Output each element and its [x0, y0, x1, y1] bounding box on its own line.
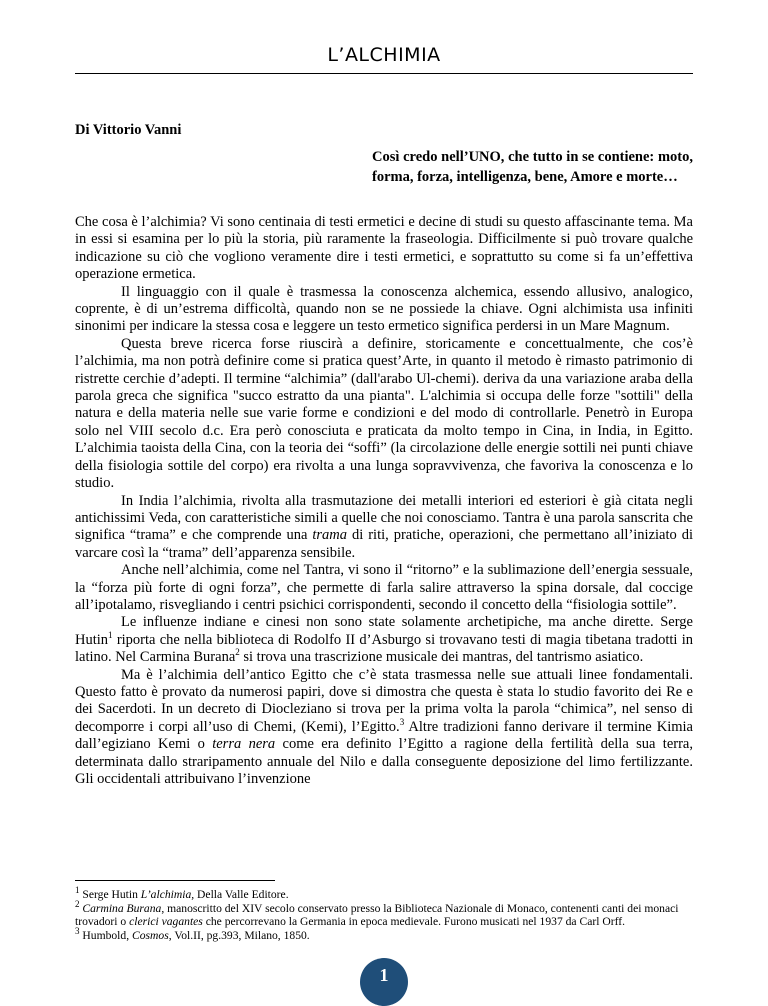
- paragraph-3: Questa breve ricerca forse riuscirà a definire, storicamente e concettualmente, che cos’è l’alchimia, ma non potrà definire come si pratica quest’Arte, in quanto il metodo è rimasto patrimonio di ristrette cerchie d’adepti. Il termine “alchimia” (dall'arabo Ul-chemi). deriva da una variazione araba della parola greca che significa "succo estratto da una pianta". L'alchimia si occupa delle forze "sottili" della natura e della materia nelle sue varie forme e condizioni e del modo di controllarle. Penetrò in Europa solo nel VIII secolo d.c. Era però conosciuta e praticata da molto tempo in Cina, in India, in Egitto. L’alchimia taoista della Cina, con la teoria dei “soffi” (la circolazione delle energie sottili nei punti chiave della fisiologia sottile del corpo) era rivolta a una lunga sopravvivenza, che favoriva la conoscenza e lo studio.: [75, 335, 693, 492]
- author-line: Di Vittorio Vanni: [75, 122, 182, 138]
- footnote-3: $^3$ Humbold, Cosmos, Vol.II, pg.393, Milano, 1850.: [75, 925, 310, 942]
- article-body: [75, 214, 693, 788]
- footnote-ref-2[interactable]: 2: [235, 647, 240, 658]
- page-header-title: L’ALCHIMIA: [327, 44, 441, 66]
- footnotes: [75, 885, 695, 942]
- footnote-2: $^2$ Carmina Burana, manoscritto del XIV secolo conservato presso la Biblioteca Nazionale di Monaco, contenenti canti dei monaci trovadori o clerici vagantes che percorrevano la Germania in epoca medievale. Furono musicati nel 1937 da Carl Orff.: [75, 898, 679, 929]
- paragraph-4: In India l’alchimia, rivolta alla trasmutazione dei metalli interiori ed esteriori è già citata negli antichissimi Veda, con caratteristiche simili a quelle che noi conosciamo. Tantra è una parola sanscrita che significa “trama” e che comprende una trama di riti, pratiche, operazioni, che permettano all’iniziato di varcare così la “trama” dell’apparenza sensibile.: [75, 492, 693, 561]
- page-number-badge: 1: [360, 958, 408, 1006]
- footnote-divider: [75, 880, 275, 881]
- paragraph-1: Che cosa è l’alchimia? Vi sono centinaia di testi ermetici e decine di studi su questo affascinante tema. Ma in essi si esamina per lo più la storia, più raramente la fraseologia. Difficilmente si può trovare qualche indicazione su ciò che vogliono veramente dire i testi ermetici, e soprattutto su come si fa un’effettiva operazione ermetica.: [75, 214, 693, 283]
- italic-term: trama: [312, 527, 348, 544]
- epigraph: Così credo nell’UNO, che tutto in se contiene: moto, forma, forza, intelligenza, bene, Amore e morte…: [372, 149, 693, 185]
- footnote-ref-3[interactable]: 3: [399, 716, 405, 727]
- header-divider: [75, 73, 693, 74]
- italic-term: terra nera: [212, 736, 276, 753]
- footnote-ref-1[interactable]: 1: [108, 629, 113, 640]
- paragraph-2: Il linguaggio con il quale è trasmessa la conoscenza alchemica, essendo allusivo, analogico, coprente, è di un’estrema difficoltà, quando non se ne possiede la chiave. Ogni alchimista usa infiniti sinonimi per indicare la stessa cosa e leggere un testo ermetico significa perdersi in un Mare Magnum.: [75, 283, 693, 335]
- footnote-1: $^1$ Serge Hutin L’alchimia, Della Valle Editore.: [75, 885, 289, 901]
- paragraph-6: Le influenze indiane e cinesi non sono state solamente archetipiche, ma anche dirette. Serge Hutin$^1$ riporta che nella biblioteca di Rodolfo II d’Asburgo si trovavano testi di magia tibetana tradotti in latino. Nel Carmina Burana$^2$ si trova una trascrizione musicale dei mantras, del tantrismo asiatico.: [75, 614, 693, 666]
- paragraph-5: Anche nell’alchimia, come nel Tantra, vi sono il “ritorno” e la sublimazione dell’energia sessuale, la “forza più forte di ogni forza”, che permette di farla salire attraverso la spina dorsale, dal coccige all’ipotalamo, risvegliando i centri psichici corrispondenti, secondo il concetto della “fisiologia sottile”.: [75, 562, 693, 613]
- paragraph-7: Ma è l’alchimia dell’antico Egitto che c’è stata trasmessa nelle sue attuali linee fondamentali. Questo fatto è provato da numerosi papiri, dove si dimostra che questa è stata lo studio favorito dei Re e dei Sacerdoti. In un decreto di Diocleziano si trova per la prima volta la parola “chimica”, nel senso di decomporre i corpi all’uso di Chemi, (Kemi), l’Egitto.$^3$ Altre tradizioni fanno derivare il termine Kimia dall’egiziano Kemi o terra nera come era definito l’Egitto a ragione della fertilità della sua terra, determinata dallo straripamento annuale del Nilo e dalla conseguente deposizione del limo fertilizzante. Gli occidentali attribuivano l’invenzione: [75, 666, 693, 787]
